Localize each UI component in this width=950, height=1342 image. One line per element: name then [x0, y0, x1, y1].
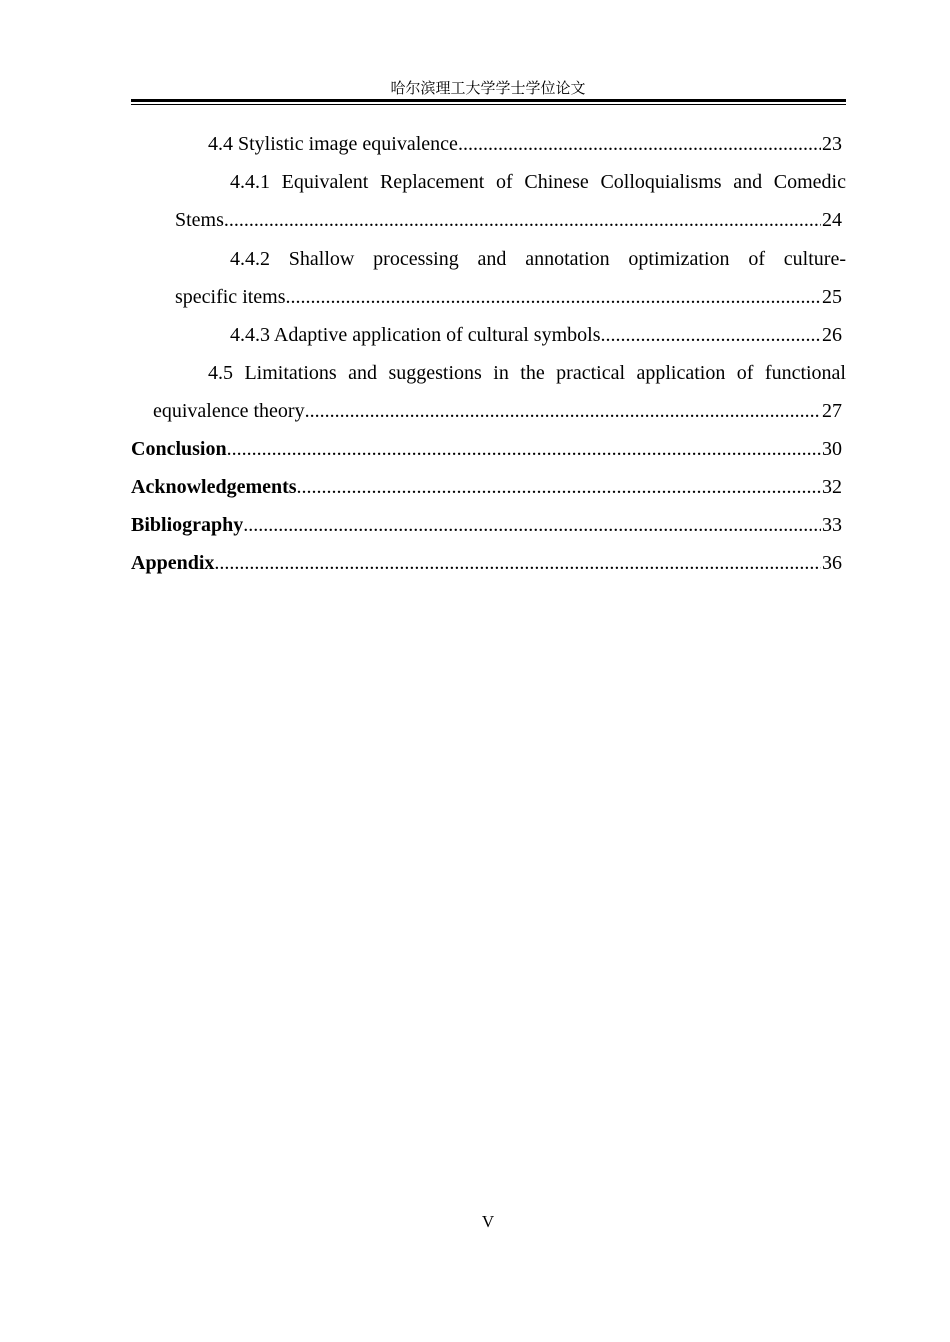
toc-entry-4-4[interactable]: [208, 132, 842, 156]
header-rule-thick: [131, 99, 846, 102]
toc-entry-label: 4.4.3 Adaptive application of cultural symbols: [230, 324, 601, 346]
toc-entry-label: Acknowledgements: [131, 476, 297, 498]
toc-page-number: 25: [822, 286, 842, 308]
toc-entry-4-4-2-line1[interactable]: 4.4.2 Shallow processing and annotation optimization of culture-: [230, 248, 846, 270]
toc-entry-acknowledgements[interactable]: [131, 475, 842, 499]
toc-entry-4-4-1-line1[interactable]: 4.4.1 Equivalent Replacement of Chinese Colloquialisms and Comedic: [230, 171, 846, 193]
toc-page-number: 27: [822, 400, 842, 422]
toc-leader-dots: [297, 475, 821, 499]
toc-entry-4-5-line1[interactable]: 4.5 Limitations and suggestions in the practical application of functional: [208, 362, 846, 384]
toc-page-number: 32: [822, 476, 842, 498]
toc-leader-dots: [243, 513, 821, 537]
toc-entry-label: 4.4 Stylistic image equivalence: [208, 133, 458, 155]
toc-entry-conclusion[interactable]: [131, 437, 842, 461]
toc-leader-dots: [227, 437, 821, 461]
toc-page-number: 26: [822, 324, 842, 346]
toc-leader-dots: [214, 551, 821, 575]
toc-entry-label: Stems: [175, 209, 224, 231]
toc-entry-appendix[interactable]: [131, 551, 842, 575]
running-header: 哈尔滨理工大学学士学位论文: [390, 79, 586, 97]
toc-leader-dots: [224, 208, 821, 232]
toc-leader-dots: [286, 285, 821, 309]
toc-entry-label: equivalence theory: [153, 400, 305, 422]
toc-page-number: 33: [822, 514, 842, 536]
toc-page-number: 23: [822, 133, 842, 155]
header-rule-thin: [131, 104, 846, 105]
toc-page-number: 36: [822, 552, 842, 574]
toc-entry-label: Conclusion: [131, 438, 227, 460]
toc-page-number: 30: [822, 438, 842, 460]
toc-page-number: 24: [822, 209, 842, 231]
toc-leader-dots: [458, 132, 821, 156]
toc-entry-label: specific items: [175, 286, 286, 308]
toc-leader-dots: [305, 399, 821, 423]
toc-entry-4-4-1-line2[interactable]: [175, 208, 842, 232]
toc-entry-4-5-line2[interactable]: [153, 399, 842, 423]
toc-entry-label: Appendix: [131, 552, 215, 574]
toc-entry-4-4-3[interactable]: [230, 323, 842, 347]
toc-entry-4-4-2-line2[interactable]: [175, 285, 842, 309]
page-number: V: [481, 1212, 495, 1231]
toc-entry-bibliography[interactable]: [131, 513, 842, 537]
toc-leader-dots: [601, 323, 822, 347]
toc-entry-label: Bibliography: [131, 514, 244, 536]
